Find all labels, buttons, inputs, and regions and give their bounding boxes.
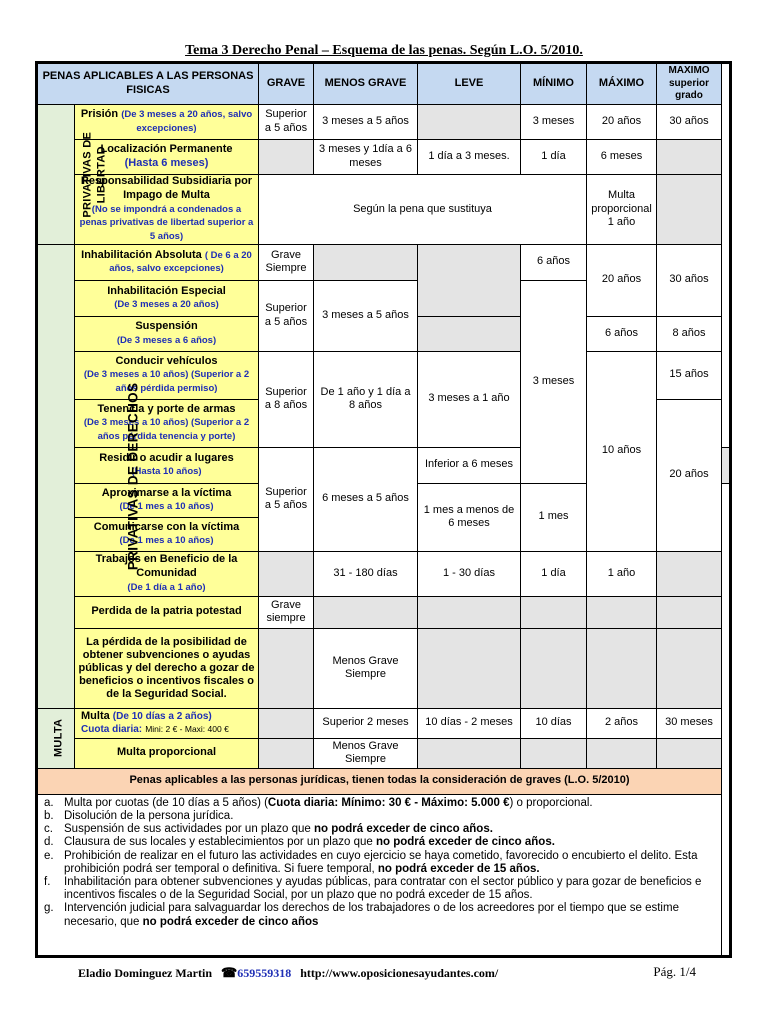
penalty-name: Perdida de la patria potestad: [75, 596, 259, 628]
juridicas-item: [44, 797, 713, 810]
cell-maximo-superior: 8 años: [657, 316, 722, 351]
cell-menos-grave: [314, 596, 418, 628]
juridicas-item-bold: no podrá exceder de 15 años.: [377, 862, 540, 875]
juridicas-list: [37, 794, 722, 956]
cell-leve: Inferior a 6 meses: [418, 447, 521, 483]
cell-maximo: 6 años: [587, 316, 657, 351]
penalty-name: Prisión (De 3 meses a 20 años, salvo excepciones): [75, 105, 259, 140]
cell-menos-grave: 3 meses a 5 años: [314, 280, 418, 351]
cell-leve: 10 días - 2 meses: [418, 708, 521, 738]
table-row-localizacion: [37, 140, 731, 175]
penalty-name: Multa (De 10 días a 2 años) Cuota diaria: Mini: 2 € - Maxi: 400 €: [75, 708, 259, 738]
juridicas-item-text: [64, 836, 713, 849]
cell-maximo-superior: [657, 738, 722, 768]
header-grave: GRAVE: [259, 63, 314, 105]
penalty-name: Trabajos en Beneficio de la Comunidad (De 1 día a 1 año): [75, 551, 259, 596]
table-row-multa-proporcional: [37, 738, 731, 768]
juridicas-item-pre: Suspensión de sus actividades por un plazo que: [64, 823, 314, 836]
footer: [78, 965, 698, 981]
cell-maximo-superior: [657, 175, 722, 245]
cell-grave: Superior a 8 años: [259, 351, 314, 447]
cell-maximo: [587, 738, 657, 768]
cell-minimo: 1 mes: [521, 483, 587, 551]
header-leve: LEVE: [418, 63, 521, 105]
juridicas-item-letter: a.: [44, 796, 54, 809]
cell-grave: [259, 140, 314, 175]
cell-grave: Grave Siempre: [259, 244, 314, 280]
penalty-name: Comunicarse con la víctima (De 1 mes a 10 años): [75, 517, 259, 551]
juridicas-item-letter: b.: [44, 809, 54, 822]
cell-minimo: 10 días: [521, 708, 587, 738]
cell-maximo-superior: [657, 628, 722, 708]
cell-leve: 1 día a 3 meses.: [418, 140, 521, 175]
section-privativas-derechos: PRIVATIVAS DE DERECHOS: [37, 244, 75, 708]
juridicas-item-text: [64, 850, 713, 876]
cell-minimo: 1 día: [521, 140, 587, 175]
juridicas-list-row: [37, 794, 731, 956]
cell-minimo: [521, 596, 587, 628]
table-row-patria-potestad: [37, 596, 731, 628]
footer-url[interactable]: http://www.oposicionesayudantes.com/: [300, 966, 499, 980]
cell-menos-grave: Superior 2 meses: [314, 708, 418, 738]
juridicas-item-pre: Intervención judicial para salvaguardar los derechos de los trabajadores o de los acreedores por el tiempo que se estime necesario, que: [64, 902, 679, 928]
juridicas-item: [44, 850, 713, 876]
juridicas-item: [44, 876, 713, 902]
juridicas-item: [44, 836, 713, 849]
table-row-inhabilitacion-absoluta: [37, 244, 731, 280]
cell-minimo: 6 años: [521, 244, 587, 280]
cell-minimo: [722, 447, 731, 483]
penalty-name: Inhabilitación Absoluta ( De 6 a 20 años, salvo excepciones): [75, 244, 259, 280]
cell-maximo: 20 años: [587, 244, 657, 316]
penalty-name: Suspensión (De 3 meses a 6 años): [75, 316, 259, 351]
penalty-name: Residir o acudir a lugares (Hasta 10 años): [75, 447, 259, 483]
juridicas-item-letter: e.: [44, 849, 54, 862]
cell-leve: [418, 316, 521, 351]
cell-leve: 1 - 30 días: [418, 551, 521, 596]
cell-maximo-superior: [657, 596, 722, 628]
juridicas-item-text: [64, 810, 713, 823]
juridicas-header-row: [37, 768, 731, 794]
cell-minimo: [521, 738, 587, 768]
header-maximo: MÁXIMO: [587, 63, 657, 105]
penalty-name: La pérdida de la posibilidad de obtener subvenciones o ayudas públicas y del derecho a gozar de beneficios o incentivos fiscales o de la Seguridad Social.: [75, 628, 259, 708]
cell-maximo-superior-20-anos: 20 años: [657, 399, 722, 551]
cell-minimo-3-meses: 3 meses: [521, 280, 587, 483]
penalty-name: Aproximarse a la víctima (De 1 mes a 10 años): [75, 483, 259, 517]
cell-maximo-superior: [657, 551, 722, 596]
juridicas-item: [44, 810, 713, 823]
cell-menos-grave: Menos Grave Siempre: [314, 628, 418, 708]
juridicas-item-pre: Prohibición de realizar en el futuro las actividades en cuyo ejercicio se haya cometido, favorecido o encubierto el delito. Esta prohibición podrá ser temporal o definitiva. Si fuere temporal,: [64, 849, 698, 875]
penalty-name: Localización Permanente (Hasta 6 meses): [75, 140, 259, 175]
juridicas-item-bold: no podrá exceder de cinco años.: [375, 836, 555, 849]
juridicas-item-pre: Disolución de la persona jurídica.: [64, 809, 234, 822]
header-minimo: MÍNIMO: [521, 63, 587, 105]
cell-leve: [418, 628, 521, 708]
cell-maximo: 6 meses: [587, 140, 657, 175]
juridicas-item-pre: Clausura de sus locales y establecimientos por un plazo que: [64, 836, 376, 849]
juridicas-item-text: [64, 876, 713, 902]
juridicas-item-pre: Multa por cuotas (de 10 días a 5 años) (: [64, 796, 268, 809]
cell-menos-grave: 3 meses a 5 años: [314, 105, 418, 140]
section-multa: MULTA: [37, 708, 75, 768]
cell-segun-pena: Según la pena que sustituya: [259, 175, 587, 245]
cell-maximo-superior: 30 años: [657, 244, 722, 316]
cell-maximo: [587, 596, 657, 628]
cell-menos-grave: 6 meses a 5 años: [314, 447, 418, 551]
cell-maximo: 1 año: [587, 551, 657, 596]
penalty-name: Tenencia y porte de armas (De 3 meses a 10 años) (Superior a 2 años pérdida tenencia y porte): [75, 399, 259, 447]
cell-minimo: 3 meses: [521, 105, 587, 140]
telephone-icon: ☎: [221, 965, 238, 980]
penalties-table: [35, 61, 732, 958]
footer-author: Eladio Dominguez Martin: [78, 966, 212, 980]
juridicas-item-pre: Inhabilitación para obtener subvenciones y ayudas públicas, para contratar con el sector público y para gozar de beneficios e incentivos fiscales o de la Seguridad Social, por un plazo que no podrá exceder de 15 años.: [64, 875, 702, 902]
cell-grave: [259, 708, 314, 738]
cell-maximo: 2 años: [587, 708, 657, 738]
cell-grave: Superior a 5 años: [259, 280, 314, 351]
cell-maximo: 20 años: [587, 105, 657, 140]
cell-leve: 3 meses a 1 año: [418, 351, 521, 447]
header-penas-fisicas: PENAS APLICABLES A LAS PERSONAS FISICAS: [37, 63, 259, 105]
cell-grave: [259, 628, 314, 708]
header-maximo-superior: MAXIMO superior grado: [657, 63, 722, 105]
table-header-row: [37, 63, 731, 105]
cell-menos-grave: Menos Grave Siempre: [314, 738, 418, 768]
cell-maximo-superior: 15 años: [657, 351, 722, 399]
cell-leve: [418, 738, 521, 768]
cell-minimo: [521, 628, 587, 708]
juridicas-item-bold: no podrá exceder de cinco años: [142, 915, 319, 928]
juridicas-item: [44, 902, 713, 928]
cell-maximo-superior: 30 meses: [657, 708, 722, 738]
cell-menos-grave: 31 - 180 días: [314, 551, 418, 596]
juridicas-item: [44, 823, 713, 836]
cell-menos-grave: [314, 244, 418, 280]
table-row-multa: [37, 708, 731, 738]
table-row-subvenciones: [37, 628, 731, 708]
juridicas-item-bold: no podrá exceder de cinco años.: [313, 823, 493, 836]
cell-grave: Superior a 5 años: [259, 447, 314, 551]
header-menos-grave: MENOS GRAVE: [314, 63, 418, 105]
cell-leve: [418, 596, 521, 628]
cell-menos-grave: 3 meses y 1día a 6 meses: [314, 140, 418, 175]
cell-grave: Grave siempre: [259, 596, 314, 628]
cell-maximo: Multa proporcional 1 año: [587, 175, 657, 245]
juridicas-item-post: ) o proporcional.: [509, 796, 593, 809]
cell-minimo: 1 día: [521, 551, 587, 596]
cell-grave: [259, 551, 314, 596]
juridicas-item-letter: c.: [44, 823, 53, 836]
cell-leve: [418, 105, 521, 140]
penalty-name: Conducir vehículos (De 3 meses a 10 años) (Superior a 2 años pérdida permiso): [75, 351, 259, 399]
cell-maximo: [587, 628, 657, 708]
juridicas-item-bold: Cuota diaria: Mínimo: 30 € - Máximo: 5.000 €: [267, 796, 510, 809]
juridicas-title: Penas aplicables a las personas jurídicas, tienen todas la consideración de graves (L.O. 5/2010): [37, 768, 722, 794]
penalty-name: Responsabilidad Subsidiaria por Impago de Multa (No se impondrá a condenados a penas privativas de libertad superior a 5 años): [75, 175, 259, 245]
penalty-name: Multa proporcional: [75, 738, 259, 768]
section-privativas-libertad: PRIVATIVAS DE LIBERTAD: [37, 105, 75, 245]
juridicas-items: [44, 797, 713, 929]
footer-phone: 659559318: [237, 966, 292, 980]
cell-grave: Superior a 5 años: [259, 105, 314, 140]
cell-maximo-superior: 30 años: [657, 105, 722, 140]
cell-grave: [259, 738, 314, 768]
table-row-responsabilidad: [37, 175, 731, 245]
juridicas-item-text: [64, 823, 713, 836]
juridicas-item-letter: g.: [44, 902, 54, 915]
cell-maximo-superior: [657, 140, 722, 175]
juridicas-item-text: [64, 797, 713, 810]
table-row-prision: [37, 105, 731, 140]
juridicas-item-text: [64, 902, 713, 928]
cell-leve: [418, 244, 521, 316]
page-number: Pág. 1/4: [653, 964, 696, 979]
penalty-name: Inhabilitación Especial (De 3 meses a 20 años): [75, 280, 259, 316]
juridicas-item-letter: d.: [44, 836, 54, 849]
cell-maximo-10-anos: 10 años: [587, 351, 657, 551]
juridicas-item-letter: f.: [44, 875, 51, 888]
cell-leve: 1 mes a menos de 6 meses: [418, 483, 521, 551]
cell-menos-grave: De 1 año y 1 día a 8 años: [314, 351, 418, 447]
document-title: Tema 3 Derecho Penal – Esquema de las penas. Según L.O. 5/2010.: [185, 43, 583, 58]
